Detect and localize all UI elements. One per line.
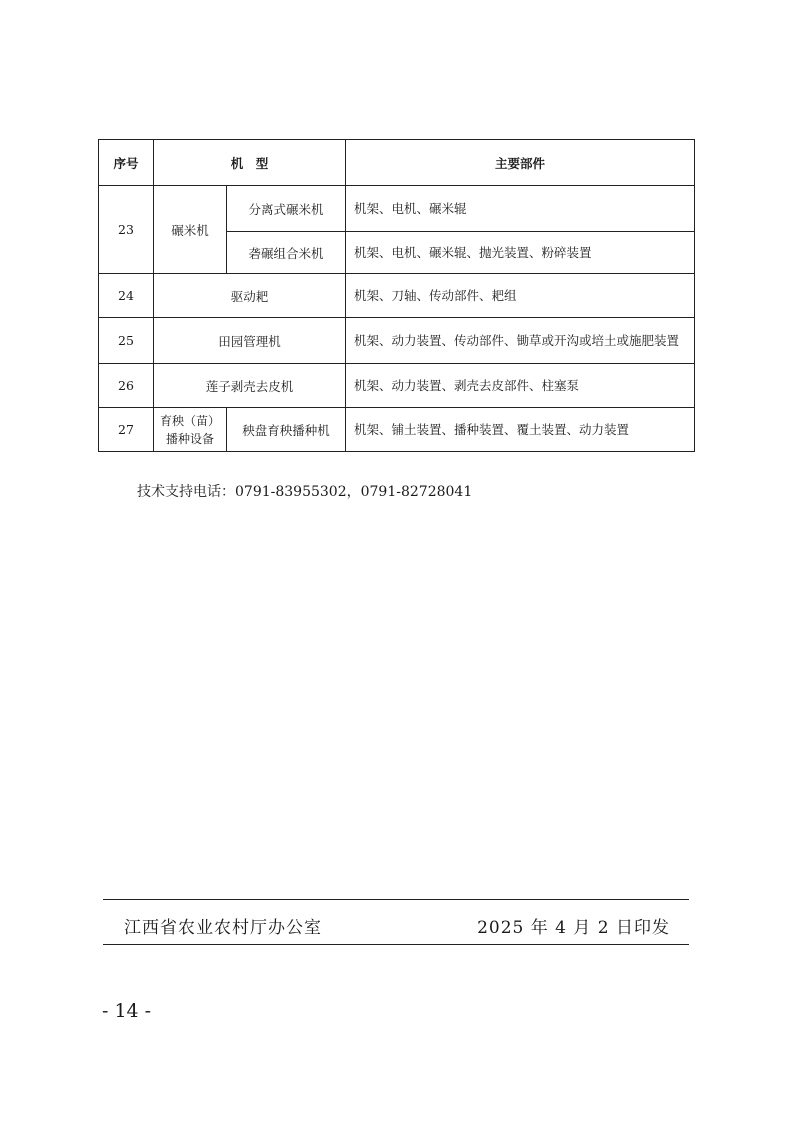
row-category: 碾米机 bbox=[154, 186, 227, 274]
footer-top-rule bbox=[103, 899, 689, 900]
table-row bbox=[99, 408, 695, 452]
row-model: 分离式碾米机 bbox=[227, 186, 346, 232]
header-model: 机 型 bbox=[154, 140, 346, 186]
row-seq: 23 bbox=[99, 186, 154, 274]
table-row bbox=[99, 318, 695, 364]
table-row bbox=[99, 274, 695, 318]
header-parts: 主要部件 bbox=[346, 140, 695, 186]
row-parts: 机架、动力装置、剥壳去皮部件、柱塞泵 bbox=[346, 364, 695, 408]
row-parts: 机架、电机、碾米辊 bbox=[346, 186, 695, 232]
row-category-line2: 播种设备 bbox=[165, 431, 214, 446]
row-model: 砻碾组合米机 bbox=[227, 232, 346, 274]
row-parts: 机架、电机、碾米辊、抛光装置、粉碎装置 bbox=[346, 232, 695, 274]
footer-date: 2025 年 4 月 2 日印发 bbox=[477, 918, 670, 938]
footer-org: 江西省农业农村厅办公室 bbox=[124, 918, 322, 938]
row-seq: 25 bbox=[99, 318, 154, 364]
table-row bbox=[99, 186, 695, 232]
table-row bbox=[99, 364, 695, 408]
row-model: 莲子剥壳去皮机 bbox=[154, 364, 346, 408]
row-model: 田园管理机 bbox=[154, 318, 346, 364]
header-seq: 序号 bbox=[99, 140, 154, 186]
row-category bbox=[154, 408, 227, 452]
row-model: 秧盘育秧播种机 bbox=[227, 408, 346, 452]
row-model: 驱动耙 bbox=[154, 274, 346, 318]
table-header-row bbox=[99, 140, 695, 186]
support-phone: 技术支持电话：0791-83955302，0791-82728041 bbox=[137, 484, 473, 500]
page-number: - 14 - bbox=[102, 1000, 152, 1022]
row-parts: 机架、铺土装置、播种装置、覆土装置、动力装置 bbox=[346, 408, 695, 452]
row-category-line1: 育秧（苗） bbox=[159, 413, 220, 428]
machinery-table bbox=[98, 139, 695, 452]
row-parts: 机架、动力装置、传动部件、锄草或开沟或培土或施肥装置 bbox=[346, 318, 695, 364]
footer-bottom-rule bbox=[103, 944, 689, 945]
row-seq: 24 bbox=[99, 274, 154, 318]
row-parts: 机架、刀轴、传动部件、耙组 bbox=[346, 274, 695, 318]
row-seq: 27 bbox=[99, 408, 154, 452]
row-seq: 26 bbox=[99, 364, 154, 408]
